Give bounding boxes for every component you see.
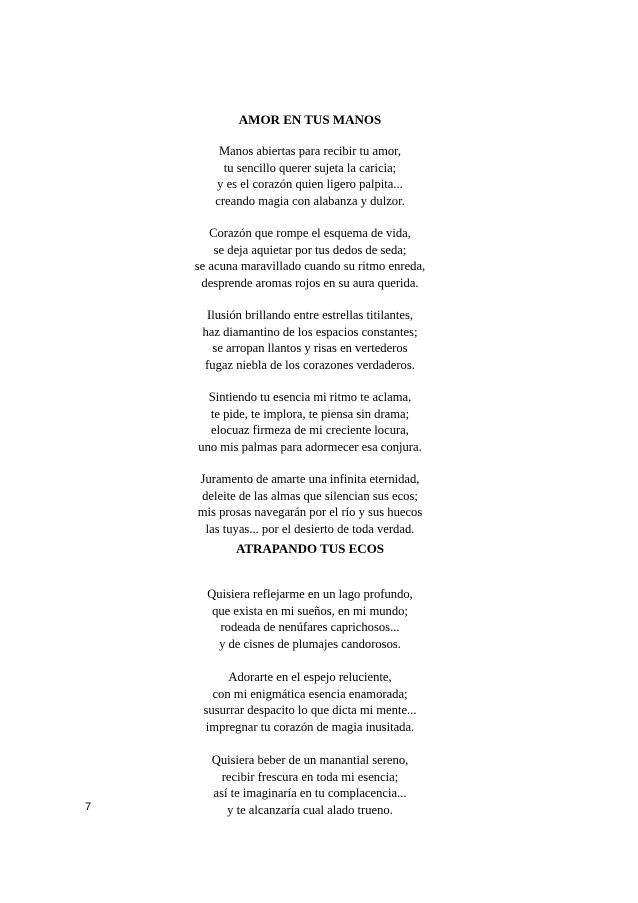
stanza: [160, 389, 460, 455]
verse-line: Quisiera reflejarme en un lago profundo,: [207, 587, 413, 601]
verse-line: Juramento de amarte una infinita eternidad,: [200, 472, 420, 486]
verse-line: elocuaz firmeza de mi creciente locura,: [211, 423, 409, 437]
stanza: [160, 669, 460, 735]
stanza: [160, 471, 460, 537]
verse-line: te pide, te implora, te piensa sin drama;: [210, 406, 410, 421]
verse-line: fugaz niebla de los corazones verdaderos.: [205, 357, 415, 372]
stanza: [160, 752, 460, 818]
poem-title: ATRAPANDO TUS ECOS: [235, 541, 385, 556]
verse-line: y te alcanzaría cual alado trueno.: [227, 802, 393, 817]
verse-line: se deja aquietar por tus dedos de seda;: [213, 242, 407, 257]
verse-line: que exista en mi sueños, en mi mundo;: [212, 603, 408, 618]
verse-line: las tuyas... por el desierto de toda verdad.: [205, 521, 415, 536]
verse-line: se arropan llantos y risas en vertederos: [212, 341, 408, 355]
verse-line: y de cisnes de plumajes candorosos.: [219, 636, 401, 651]
poem-amor-en-tus-manos: [160, 112, 460, 553]
verse-line: con mi enigmática esencia enamorada;: [212, 686, 408, 701]
verse-line: Manos abiertas para recibir tu amor,: [218, 144, 402, 158]
poem-title: AMOR EN TUS MANOS: [238, 112, 382, 127]
verse-line: haz diamantino de los espacios constantes;: [202, 324, 418, 339]
verse-line: Adorarte en el espejo reluciente,: [228, 670, 392, 684]
stanza: [160, 143, 460, 209]
page-number: 7: [85, 801, 92, 813]
verse-line: uno mis palmas para adormecer esa conjura.: [198, 439, 422, 454]
verse-line: impregnar tu corazón de magia inusitada.: [205, 719, 415, 734]
verse-line: Ilusión brillando entre estrellas titilantes,: [207, 308, 413, 322]
verse-line: Corazón que rompe el esquema de vida,: [209, 226, 411, 240]
verse-line: susurrar despacito lo que dicta mi mente...: [203, 703, 417, 717]
verse-line: y es el corazón quien ligero palpita...: [217, 177, 403, 191]
verse-line: rodeada de nenúfares caprichosos...: [220, 620, 400, 634]
verse-line: creando magia con alabanza y dulzor.: [215, 193, 405, 208]
poem-atrapando-tus-ecos: [160, 541, 460, 835]
verse-line: Sintiendo tu esencia mi ritmo te aclama,: [208, 390, 412, 404]
stanza: [160, 307, 460, 373]
verse-line: se acuna maravillado cuando su ritmo enreda,: [194, 259, 426, 273]
verse-line: Quisiera beber de un manantial sereno,: [211, 753, 409, 767]
verse-line: mis prosas navegarán por el río y sus huecos: [197, 505, 423, 519]
verse-line: desprende aromas rojos en su aura querida.: [201, 275, 419, 290]
verse-line: tu sencillo querer sujeta la caricia;: [223, 160, 397, 175]
verse-line: deleite de las almas que silencian sus ecos;: [202, 488, 418, 503]
stanza: [160, 225, 460, 291]
verse-line: así te imaginaría en tu complacencia...: [213, 786, 407, 800]
verse-line: recibir frescura en toda mi esencia;: [221, 769, 399, 784]
stanza: [160, 586, 460, 652]
